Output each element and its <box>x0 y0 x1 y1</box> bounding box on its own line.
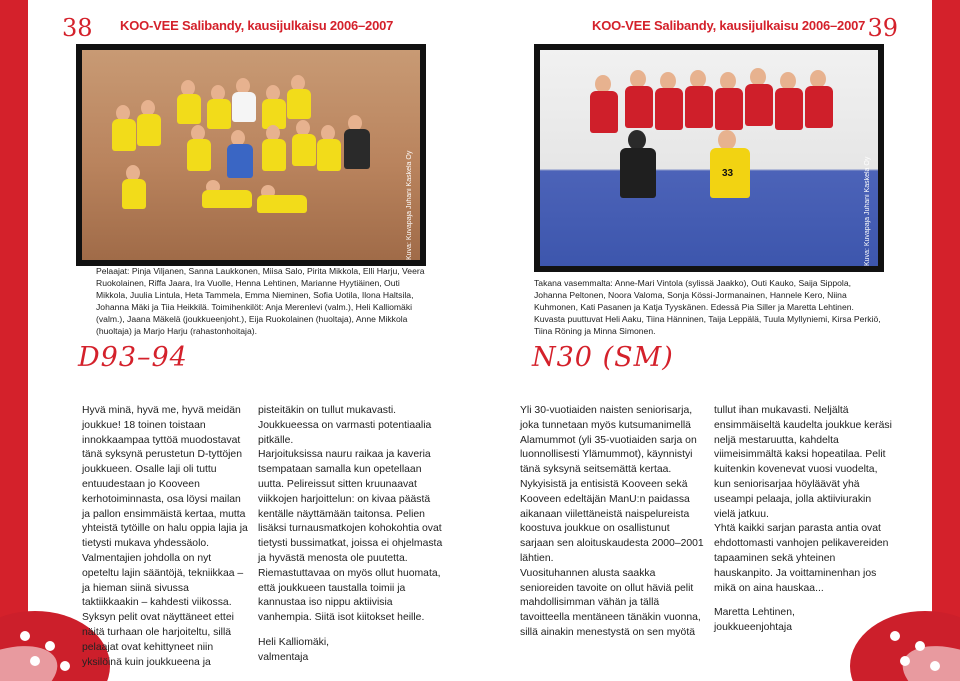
page-number: 39 <box>867 14 898 42</box>
paragraph: Vuosituhannen alusta saakka senioreiden tavoite on ollut häviä pelit mahdollisimman vähän ja tällä tavoitteella mentäneen tänäkin vuonna, sillä ainakin menestystä on sen myötä <box>520 567 701 638</box>
team-photo-n30 <box>540 50 878 266</box>
red-page-edge <box>932 0 960 681</box>
goalie-jersey-number: 33 <box>722 168 734 179</box>
right-page <box>480 0 960 681</box>
team-photo-frame <box>534 44 884 272</box>
article-column-2 <box>258 404 444 666</box>
photo-caption: Takana vasemmalta: Anne-Mari Vintola (sylissä Jaakko), Outi Kauko, Saija Sippola, Johanna Peltonen, Noora Valoma, Sonja Kössi-Jormanainen, Hannele Kero, Niina Kuhmonen, Kati Pasanen ja Katja Tyyskänen. Edessä Pia Siller ja Maretta Lehtinen. Kuvasta puuttuvat Heli Aaku, Tiina Hänninen, Taija Leppälä, Tuula Myllyniemi, Kirsa Perkiö, Tiina Röning ja Minna Simonen. <box>534 278 881 336</box>
team-photo-frame <box>76 44 426 266</box>
paragraph: Yli 30-vuotiaiden naisten seniorisarja, joka tunnetaan myös kutsumanimellä Alamummot (yli 35-vuotiaiden sarja on luonnollisesti Ylämummot), käynnistyi tänä syksynä seitsemättä kertaa. Nykyisistä ja entisistä Kooveen sekä Kooveen edeltäjän ManU:n paidassa aikanaan viilettäneistä naispelureista koostuva joukkue on osallistunut sarjaan sen aloituskaudesta 2000–2001 lähtien. <box>520 405 704 564</box>
paragraph: pisteitäkin on tullut mukavasti. Joukkueessa on varmasti potentiaalia pitkälle. <box>258 405 432 446</box>
paragraph: Yhtä kaikki sarjan parasta antia ovat ehdottomasti vanhojen pelikavereiden tapaaminen sekä yhteinen hauskanpito. Ja voittaminenhan jos mikä on aina hauskaa... <box>714 523 889 594</box>
team-title: N30 (SM) <box>532 342 674 373</box>
running-head: KOO-VEE Salibandy, kausijulkaisu 2006–2007 <box>120 18 394 33</box>
team-title: D93–94 <box>78 342 188 373</box>
page-number: 38 <box>62 14 93 42</box>
signature-name: Maretta Lehtinen, <box>714 607 795 619</box>
team-photo-d93-94 <box>82 50 420 260</box>
article-column-1 <box>520 404 704 641</box>
photo-credit: Kuva: Kuvapaja Juhani Kaskela Oy <box>864 156 871 266</box>
paragraph: tullut ihan mukavasti. Neljältä ensimmäiseltä kaudelta joukkue keräsi neljä mestaruutta, kahdelta viimeisimmältä kaksi hopeatilaa. Pelit kuitenkin kovenevat vuosi vuodelta, kun seniorisarjaa höyläävät yhä useampi pelaaja, jolla aktiiviurakin vielä jatkuu. <box>714 405 892 520</box>
running-head: KOO-VEE Salibandy, kausijulkaisu 2006–2007 <box>592 18 866 33</box>
paragraph: Valmentajien johdolla on nyt opeteltu lajin sääntöjä, tekniikkaa – ja hieman siinä sivussa taktiikkaakin – kahdesti viikossa. Syksyn pelit ovat näyttäneet ettei näitä turhaan ole harjoiteltu, sillä pelaajat ovat kehittyneet niin yksilöinä kuin joukkueena ja <box>82 552 244 668</box>
signature-role: valmentaja <box>258 651 309 663</box>
article-column-1 <box>82 404 248 670</box>
signature-role: joukkueenjohtaja <box>714 622 792 634</box>
paragraph: Hyvä minä, hyvä me, hyvä meidän joukkue! 18 toinen toistaan innokkaampaa tyttöä muodostavat tänä syksynä perustetun D-tyttöjen joukkueen. Osalle laji oli tuttu entuudestaan jo Kooveen kerhotoiminnasta, osa löysi mailan ja pallon ensimmäistä kertaa, mutta yhteistä tytöille on halu oppia lajia ja tietysti mukava yhdessäolo. <box>82 405 248 550</box>
signature-name: Heli Kalliomäki, <box>258 636 330 648</box>
paragraph: Harjoituksissa nauru raikaa ja kaveria tsempataan samalla kun opetellaan uutta. Pelireissut sitten kruunaavat viikkojen harjoittelun: on kivaa päästä kentälle näyttämään taitonsa. Pelien lisäksi turnausmatkojen kohokohtia ovat tietysti bussimatkat, joissa ei ohjelmasta ja hyvästä menosta ole puutetta. Riemastuttavaa on myös ollut huomata, että joukkueen taustalla toimii ja kannustaa iso nippu aktiivisia vanhempia. Siitä isot kiitokset heille. <box>258 449 443 624</box>
red-page-edge <box>0 0 28 681</box>
photo-credit: Kuva: Kuvapaja Juhani Kaskela Oy <box>406 150 413 260</box>
article-column-2 <box>714 404 894 636</box>
photo-caption: Pelaajat: Pinja Viljanen, Sanna Laukkonen, Miisa Salo, Pirita Mikkola, Elli Harju, Veera Ruokolainen, Riffa Jaara, Ira Vuolle, Henna Lehtinen, Marianne Hyytiäinen, Outi Mikkola, Juulia Lintula, Heta Tammela, Emma Nieminen, Sofia Uotila, Ilona Haltsila, Johanna Mäki ja Tiia Heikkilä. Toimihenkilöt: Anja Merenlevi (valm.), Heli Kalliomäki (valm.), Jaana Mäkelä (joukkueenjoht.), Eija Ruokolainen (huoltaja), Anne Mikkola (huoltaja) ja Marjo Harju (rahastonhoitaja). <box>96 266 425 336</box>
